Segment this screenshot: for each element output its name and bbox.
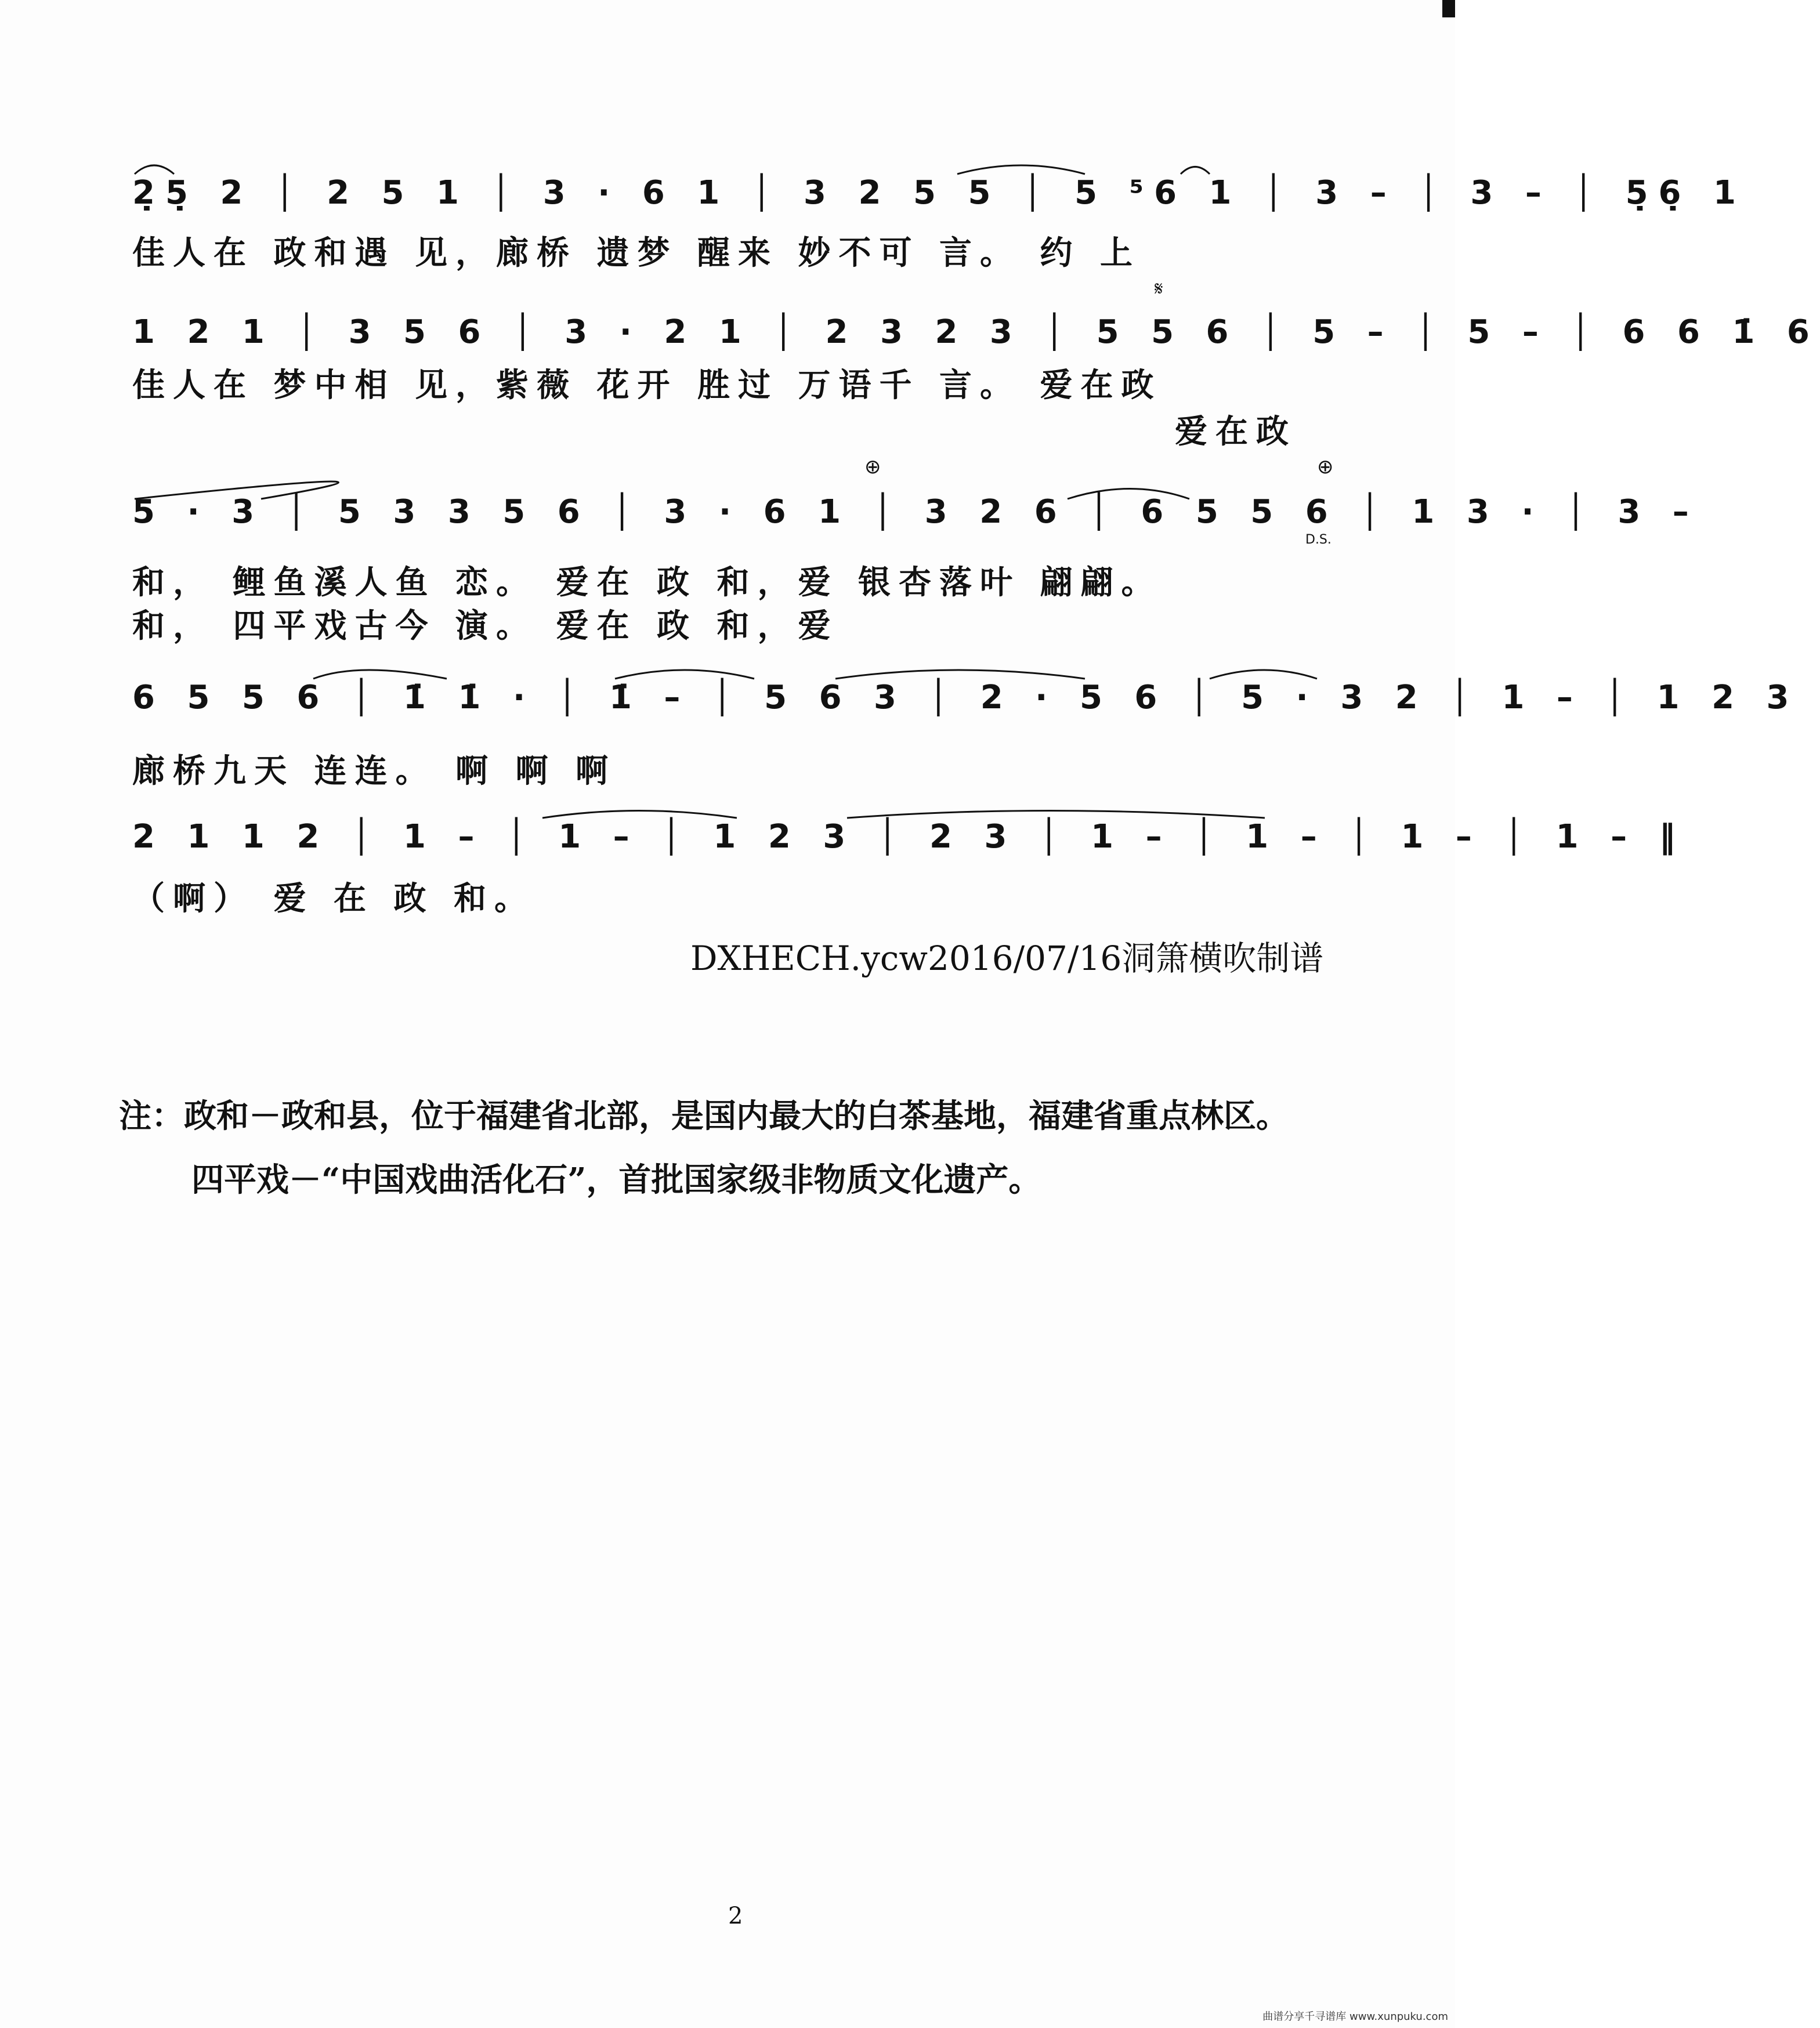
score-line-3-lyrics-verse2: 和， 四平戏古今 演。 爱在 政 和，爱 (132, 607, 839, 645)
transcriber-credit: DXHECH.ycw2016/07/16洞箫横吹制谱 (690, 939, 1324, 978)
segno-icon: 𝄋 (1155, 277, 1163, 300)
score-line-4-lyrics: 廊桥九天 连连。 啊 啊 啊 (132, 752, 616, 790)
score-line-2-notes: 1 2 1 │ 3 5 6 │ 3 · 2 1 │ 2 3 2 3 │ 5 5 6 │ 5 – │ 5 – │ 6 6 1̇ 6 (132, 313, 1820, 351)
score-line-3-notes: 5 · 3 │ 5 3 3 5 6 │ 3 · 6 1 │ 3 2 6 │ 6 5 5 6 │ 1 3 · │ 3 – (132, 493, 1699, 531)
coda-icon: ⊕ (864, 455, 881, 479)
score-line-1-notes: 2̣5̣ 2 │ 2 5 1 │ 3 · 6 1 │ 3 2 5 5 │ 5 ⁵6 1 │ 3 – │ 3 – │ 5̣6̣ 1 (132, 174, 1746, 212)
footnote-1: 注：政和－政和县，位于福建省北部，是国内最大的白茶基地，福建省重点林区。 (119, 1097, 1289, 1135)
site-watermark: 曲谱分享千寻谱库 www.xunpuku.com (1262, 2011, 1448, 2023)
score-line-1-lyrics: 佳人在 政和遇 见，廊桥 遗梦 醒来 妙不可 言。 约 上 (132, 234, 1141, 272)
score-line-4-notes: 6 5 5 6 │ 1̇ 1̇ · │ 1̇ – │ 5 6 3 │ 2 · 5 6 │ 5 · 3 2 │ 1 – │ 1 2 3 (132, 679, 1800, 716)
page-number: 2 (728, 1903, 743, 1929)
score-line-5-lyrics: （啊） 爱 在 政 和。 (132, 879, 535, 918)
score-line-2-lyrics-verse2: 爱在政 (1175, 412, 1297, 451)
score-line-2-lyrics: 佳人在 梦中相 见，紫薇 花开 胜过 万语千 言。 爱在政 (132, 366, 1162, 404)
score-line-3-lyrics: 和， 鲤鱼溪人鱼 恋。 爱在 政 和，爱 银杏落叶 翩翩。 (132, 563, 1162, 602)
ds-marking: D.S. (1305, 533, 1331, 547)
score-line-5-notes: 2 1 1 2 │ 1 – │ 1 – │ 1 2 3 │ 2 3 │ 1 – │ 1 – │ 1 – │ 1 – ‖ (132, 818, 1686, 856)
footnote-2: 四平戏－“中国戏曲活化石”，首批国家级非物质文化遗产。 (191, 1161, 1041, 1199)
coda-end-icon: ⊕ (1317, 455, 1334, 479)
